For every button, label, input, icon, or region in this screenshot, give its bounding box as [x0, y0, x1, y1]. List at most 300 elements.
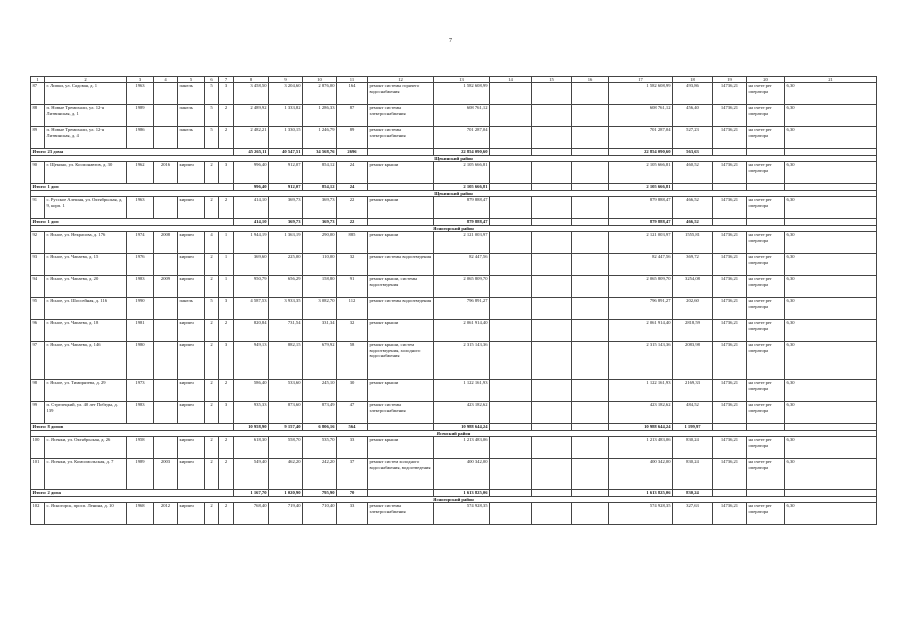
table-cell: 3	[219, 402, 234, 424]
table-cell: 533,60	[269, 380, 303, 402]
subtotal-cell	[490, 490, 532, 497]
subtotal-cell: 1 020,90	[269, 490, 303, 497]
subtotal-cell	[368, 184, 434, 191]
table-cell: 558,70	[269, 437, 303, 459]
table-cell: 6,30	[785, 380, 877, 402]
table-cell	[490, 162, 532, 184]
table-cell: 6,30	[785, 459, 877, 490]
table-cell: 6,30	[785, 105, 877, 127]
table-cell: 1983	[127, 276, 154, 298]
table-cell	[572, 254, 609, 276]
table-cell: 2	[219, 320, 234, 342]
table-cell: 1974	[127, 232, 154, 254]
table-cell	[532, 342, 572, 380]
subtotal-cell	[368, 424, 434, 431]
table-cell: 5	[205, 298, 219, 320]
table-cell: 912,07	[269, 162, 303, 184]
table-cell: ремонт крыши	[368, 320, 434, 342]
table-cell: 1 582 608,99	[609, 83, 673, 105]
table-cell: на счете рег оператора	[747, 83, 785, 105]
table-cell: на счете рег оператора	[747, 342, 785, 380]
subtotal-cell	[713, 184, 747, 191]
table-cell	[490, 232, 532, 254]
table-cell: 796 891,27	[609, 298, 673, 320]
table-row	[31, 127, 877, 149]
table-cell	[154, 402, 178, 424]
table-cell	[572, 380, 609, 402]
table-cell	[572, 127, 609, 149]
subtotal-cell	[368, 490, 434, 497]
table-cell: на счете рег оператора	[747, 320, 785, 342]
subtotal-cell: 9 157,40	[269, 424, 303, 431]
table-cell: г. Ясное, ул. Чапаева, д. 146	[45, 342, 127, 380]
subtotal-cell	[673, 184, 713, 191]
table-cell	[532, 197, 572, 219]
table-cell: 2	[205, 503, 219, 525]
district-heading: Щекинский район	[31, 191, 877, 197]
table-cell	[154, 437, 178, 459]
table-cell: 1 330,15	[269, 127, 303, 149]
table-cell: ремонт крыши	[368, 380, 434, 402]
subtotal-cell: 2 105 666,81	[434, 184, 490, 191]
table-cell: 935,33	[234, 402, 269, 424]
table-cell: 731,54	[269, 320, 303, 342]
table-cell	[572, 197, 609, 219]
table-cell: 2012	[154, 503, 178, 525]
table-cell: 14736,21	[713, 83, 747, 105]
subtotal-cell: 22	[337, 219, 368, 226]
subtotal-cell	[490, 219, 532, 226]
table-cell: 2	[219, 503, 234, 525]
table-cell	[532, 162, 572, 184]
table-cell: 2 876,00	[303, 83, 337, 105]
table-cell: 1	[219, 254, 234, 276]
column-number: 2	[45, 77, 127, 83]
table-cell	[154, 380, 178, 402]
subtotal-cell	[532, 149, 572, 156]
table-cell	[490, 127, 532, 149]
table-cell: 423 182,62	[609, 402, 673, 424]
table-cell	[154, 298, 178, 320]
subtotal-label: Итого: 1 дом	[31, 184, 234, 191]
table-cell: 3	[219, 83, 234, 105]
table-cell: 1976	[127, 254, 154, 276]
table-cell: 6,30	[785, 232, 877, 254]
table-cell: на счете рег оператора	[747, 232, 785, 254]
table-cell: 5	[205, 127, 219, 149]
subtotal-cell	[747, 424, 785, 431]
table-cell: 6,30	[785, 197, 877, 219]
table-cell: 2 315 143,36	[434, 342, 490, 380]
table-cell: 1962	[127, 162, 154, 184]
table-cell: 2 065 809,70	[609, 276, 673, 298]
table-cell: ремонт системы электроснабжения	[368, 402, 434, 424]
table-cell: 369,73	[269, 197, 303, 219]
district-heading: Ясногорский район	[31, 497, 877, 503]
table-cell: 6,30	[785, 437, 877, 459]
table-cell: 2 315 143,36	[609, 342, 673, 380]
subtotal-cell: 996,40	[234, 184, 269, 191]
subtotal-cell	[572, 184, 609, 191]
table-cell: 1 363,19	[269, 232, 303, 254]
column-number: 5	[178, 77, 205, 83]
column-number: 16	[572, 77, 609, 83]
table-cell: 14736,21	[713, 127, 747, 149]
table-cell: 1973	[127, 380, 154, 402]
subtotal-cell: 6 806,16	[303, 424, 337, 431]
table-cell: 879 888,47	[434, 197, 490, 219]
table-cell: 3	[219, 162, 234, 184]
table-cell	[572, 342, 609, 380]
table-cell: 14736,21	[713, 459, 747, 490]
table-cell: 3 458,50	[234, 83, 269, 105]
subtotal-cell	[713, 424, 747, 431]
subtotal-cell	[572, 424, 609, 431]
table-cell: 14736,21	[713, 320, 747, 342]
table-cell: 2	[205, 459, 219, 490]
table-cell: на счете рег оператора	[747, 402, 785, 424]
table-cell: ремонт системы водоотведения	[368, 298, 434, 320]
table-cell: 4	[205, 232, 219, 254]
table-cell: г. Ясное, ул. Чапаева, д. 15	[45, 254, 127, 276]
column-number: 13	[434, 77, 490, 83]
table-cell	[572, 105, 609, 127]
table-cell: 225,00	[269, 254, 303, 276]
subtotal-cell	[747, 184, 785, 191]
table-cell: кирпич	[178, 197, 205, 219]
table-cell: 14736,21	[713, 276, 747, 298]
table-cell: 14736,21	[713, 503, 747, 525]
column-number: 21	[785, 77, 877, 83]
table-cell: 456,40	[673, 105, 713, 127]
subtotal-cell: 1 613 825,06	[609, 490, 673, 497]
table-cell: 1 122 161,93	[434, 380, 490, 402]
table-cell: кирпич	[178, 320, 205, 342]
table-cell: 608 761,12	[609, 105, 673, 127]
table-cell: кирпич	[178, 380, 205, 402]
table-cell: 873,49	[303, 402, 337, 424]
table-cell: 400 342,00	[609, 459, 673, 490]
table-cell: 88	[31, 105, 45, 127]
table-cell: с. Ясенки, ул. Комсомольская, д. 7	[45, 459, 127, 490]
column-number: 9	[269, 77, 303, 83]
table-cell: на счете рег оператора	[747, 105, 785, 127]
table-cell: кирпич	[178, 342, 205, 380]
table-cell: 32	[337, 254, 368, 276]
table-row	[31, 83, 877, 105]
table-cell: 327,63	[673, 503, 713, 525]
table-cell: 854,12	[303, 162, 337, 184]
table-cell: 1	[219, 276, 234, 298]
subtotal-cell: 34 568,76	[303, 149, 337, 156]
table-cell: 87	[31, 83, 45, 105]
table-cell: 1990	[127, 298, 154, 320]
subtotal-cell	[713, 490, 747, 497]
subtotal-cell: 45 265,11	[234, 149, 269, 156]
table-cell: 996,40	[234, 162, 269, 184]
table-cell	[532, 127, 572, 149]
table-cell: 2	[219, 105, 234, 127]
table-row	[31, 320, 877, 342]
table-cell: на счете рег оператора	[747, 503, 785, 525]
table-cell: 710,40	[303, 503, 337, 525]
district-heading: Щекинский район	[31, 156, 877, 162]
table-cell: 3 933,35	[269, 298, 303, 320]
table-cell: 2 482,21	[234, 127, 269, 149]
table-cell	[572, 298, 609, 320]
subtotal-cell: 1 167,70	[234, 490, 269, 497]
column-number: 20	[747, 77, 785, 83]
table-cell	[532, 105, 572, 127]
subtotal-cell	[368, 149, 434, 156]
table-cell: 2016	[154, 162, 178, 184]
table-cell	[154, 254, 178, 276]
column-number: 14	[490, 77, 532, 83]
subtotal-cell	[532, 424, 572, 431]
table-cell: 1 286,33	[303, 105, 337, 127]
table-cell: 882,15	[269, 342, 303, 380]
column-number: 10	[303, 77, 337, 83]
table-cell: кирпич	[178, 276, 205, 298]
table-cell: 1963	[127, 83, 154, 105]
page-number: 7	[449, 38, 452, 44]
table-cell: 830,24	[673, 437, 713, 459]
column-number: 18	[673, 77, 713, 83]
table-row	[31, 232, 877, 254]
subtotal-row	[31, 184, 877, 191]
subtotal-label: Итого: 1 дом	[31, 219, 234, 226]
table-cell	[154, 127, 178, 149]
table-cell	[532, 83, 572, 105]
table-cell	[154, 197, 178, 219]
table-row	[31, 380, 877, 402]
table-cell: панель	[178, 127, 205, 149]
table-cell: 14736,21	[713, 380, 747, 402]
table-cell	[154, 105, 178, 127]
subtotal-cell: 1 199,97	[673, 424, 713, 431]
subtotal-cell: 70	[337, 490, 368, 497]
table-cell: г. Щекино, ул. Космонавтов, д. 30	[45, 162, 127, 184]
table-cell: ремонт крыши	[368, 197, 434, 219]
table-cell: 656,29	[269, 276, 303, 298]
table-cell: 414,10	[234, 197, 269, 219]
table-cell: 462,20	[269, 459, 303, 490]
table-cell: 242,20	[303, 459, 337, 490]
table-cell	[572, 232, 609, 254]
table-cell: 14736,21	[713, 342, 747, 380]
table-cell: 14736,21	[713, 402, 747, 424]
table-cell	[572, 503, 609, 525]
table-cell: кирпич	[178, 254, 205, 276]
table-cell: 14736,21	[713, 437, 747, 459]
subtotal-row	[31, 490, 877, 497]
table-cell: 14736,21	[713, 105, 747, 127]
table-cell: 1 944,19	[234, 232, 269, 254]
table-cell: ремонт крыши, систем водоотведения, холодного водоснабжения	[368, 342, 434, 380]
table-cell: 701 287,04	[434, 127, 490, 149]
table-cell: 331,34	[303, 320, 337, 342]
table-cell: 527,23	[673, 127, 713, 149]
table-cell: 4 587,53	[234, 298, 269, 320]
table-cell: 2169,33	[673, 380, 713, 402]
table-cell: 950,79	[234, 276, 269, 298]
table-cell: 2 065 809,70	[434, 276, 490, 298]
table-cell: 2818,59	[673, 320, 713, 342]
table-cell: 24	[337, 162, 368, 184]
table-cell: 574 928,35	[434, 503, 490, 525]
table-cell: 245,10	[303, 380, 337, 402]
table-cell: 100	[31, 437, 45, 459]
table-cell: 1989	[127, 459, 154, 490]
table-cell: 2 121 003,97	[434, 232, 490, 254]
table-cell: 423 182,62	[434, 402, 490, 424]
subtotal-cell	[747, 490, 785, 497]
table-cell: 2	[205, 276, 219, 298]
table-cell: 3	[219, 342, 234, 380]
subtotal-cell: 369,73	[303, 219, 337, 226]
table-cell: 99	[31, 402, 45, 424]
table-cell: 535,70	[303, 437, 337, 459]
table-cell: 5	[205, 105, 219, 127]
subtotal-cell: 466,52	[673, 219, 713, 226]
table-cell: 1989	[127, 105, 154, 127]
table-cell	[532, 503, 572, 525]
table-cell: 618,30	[234, 437, 269, 459]
table-cell: 1 213 483,06	[609, 437, 673, 459]
table-cell: 2	[205, 254, 219, 276]
table-cell	[572, 83, 609, 105]
subtotal-cell: 22 854 090,60	[434, 149, 490, 156]
table-cell: 6,30	[785, 298, 877, 320]
table-row	[31, 298, 877, 320]
subtotal-cell	[785, 184, 877, 191]
table-cell	[490, 276, 532, 298]
table-row	[31, 437, 877, 459]
table-cell: 1 122 161,93	[609, 380, 673, 402]
table-cell: г. Ясное, ул. Шоссейная, д. 116	[45, 298, 127, 320]
table-cell: 3 204,60	[269, 83, 303, 105]
table-cell: 369,60	[234, 254, 269, 276]
column-number: 6	[205, 77, 219, 83]
table-cell	[532, 402, 572, 424]
table-row	[31, 254, 877, 276]
subtotal-cell: 2696	[337, 149, 368, 156]
table-cell: 290,00	[303, 232, 337, 254]
table-cell: 91	[337, 276, 368, 298]
table-row	[31, 342, 877, 380]
table-cell: 2	[219, 459, 234, 490]
table-cell: на счете рег оператора	[747, 127, 785, 149]
table-cell: 1980	[127, 342, 154, 380]
table-cell: 2	[205, 342, 219, 380]
subtotal-label: Итого: 8 домов	[31, 424, 234, 431]
table-cell: с. Ясенки, ул. Октябрьская, д. 26	[45, 437, 127, 459]
table-cell: 1963	[127, 197, 154, 219]
table-cell: 400 342,00	[434, 459, 490, 490]
column-number: 12	[368, 77, 434, 83]
subtotal-cell	[532, 184, 572, 191]
subtotal-cell	[713, 149, 747, 156]
table-cell: п. Новые Тремихали, ул. 12-я Литвинская, д. 4	[45, 127, 127, 149]
table-cell: 101	[31, 459, 45, 490]
subtotal-cell: 369,73	[269, 219, 303, 226]
subtotal-cell: 879 888,47	[609, 219, 673, 226]
table-cell: 112	[337, 298, 368, 320]
table-cell: на счете рег оператора	[747, 437, 785, 459]
subtotal-cell: 414,10	[234, 219, 269, 226]
table-cell	[532, 459, 572, 490]
table-cell: 768,40	[234, 503, 269, 525]
subtotal-row	[31, 219, 877, 226]
subtotal-cell	[785, 219, 877, 226]
table-cell: г. Липки, ул. Садовая, д. 1	[45, 83, 127, 105]
table-cell	[490, 380, 532, 402]
column-number: 3	[127, 77, 154, 83]
table-cell: 2	[205, 197, 219, 219]
subtotal-cell	[532, 490, 572, 497]
table-cell: 14736,21	[713, 197, 747, 219]
table-cell: 830,24	[673, 459, 713, 490]
table-cell: 2	[205, 380, 219, 402]
subtotal-cell: 879 888,47	[434, 219, 490, 226]
table-row	[31, 105, 877, 127]
subtotal-cell: 10 988 644,24	[434, 424, 490, 431]
table-cell: 679,92	[303, 342, 337, 380]
table-cell: г. Ясное, ул. Чапаева, д. 18	[45, 320, 127, 342]
table-cell: 6,30	[785, 162, 877, 184]
table-cell: 97	[31, 342, 45, 380]
table-cell: 1981	[127, 320, 154, 342]
table-cell: ремонт крыши, системы водоотведения	[368, 276, 434, 298]
table-cell: 164	[337, 83, 368, 105]
table-cell: 2003	[154, 459, 178, 490]
table-cell	[490, 459, 532, 490]
table-cell: ремонт системы горячего водоснабжения	[368, 83, 434, 105]
subtotal-cell: 564	[337, 424, 368, 431]
table-cell	[490, 105, 532, 127]
table-cell: 820,84	[234, 320, 269, 342]
table-cell: на счете рег оператора	[747, 459, 785, 490]
district-heading: Ясенский район	[31, 431, 877, 437]
table-cell	[154, 83, 178, 105]
table-cell: 369,72	[673, 254, 713, 276]
table-cell: 158,80	[303, 276, 337, 298]
table-cell: г. Ясное, ул. Некрасова, д. 176	[45, 232, 127, 254]
table-cell: 6,30	[785, 402, 877, 424]
table-cell: 873,60	[269, 402, 303, 424]
table-cell	[572, 320, 609, 342]
table-cell: 1 582 608,99	[434, 83, 490, 105]
table-cell	[490, 437, 532, 459]
table-cell: ремонт крыши	[368, 162, 434, 184]
table-cell: 493,86	[673, 83, 713, 105]
table-cell: 1968	[127, 503, 154, 525]
table-cell	[572, 459, 609, 490]
table-cell: 14736,21	[713, 254, 747, 276]
subtotal-cell	[785, 424, 877, 431]
column-number: 17	[609, 77, 673, 83]
subtotal-cell: 10 988 644,24	[609, 424, 673, 431]
table-cell: 14736,21	[713, 298, 747, 320]
table-cell	[572, 402, 609, 424]
table-cell: 102	[31, 503, 45, 525]
table-cell: 586,40	[234, 380, 269, 402]
table-cell: ремонт крыши	[368, 232, 434, 254]
table-cell	[490, 83, 532, 105]
table-cell: 2 061 914,40	[609, 320, 673, 342]
subtotal-cell: 10 958,90	[234, 424, 269, 431]
table-cell: 6,30	[785, 342, 877, 380]
